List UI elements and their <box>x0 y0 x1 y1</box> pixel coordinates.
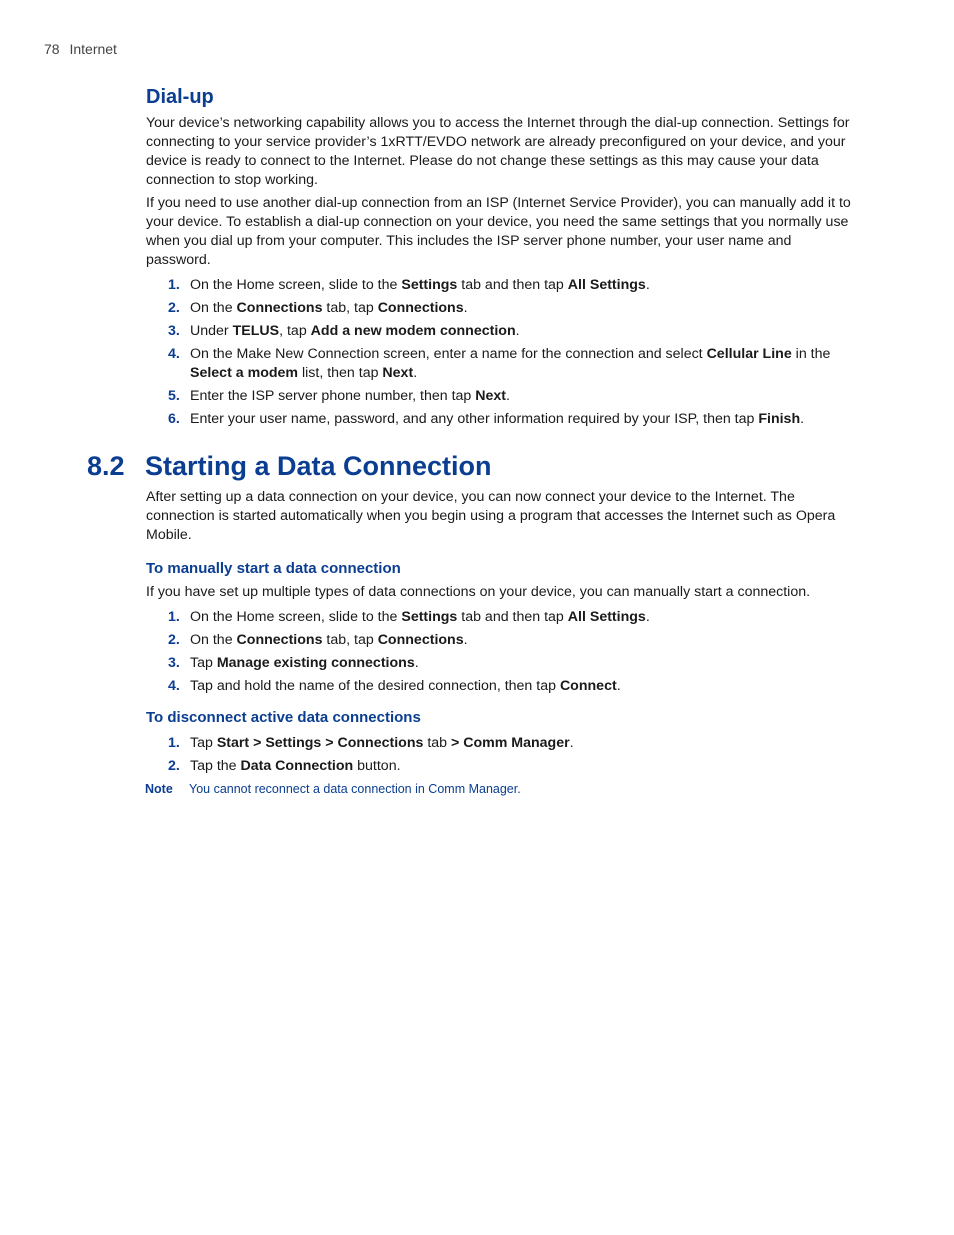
step-text: Enter the ISP server phone number, then tap Next. <box>190 388 510 404</box>
dialup-heading: Dial-up <box>146 86 214 108</box>
data-connection-section <box>146 488 858 798</box>
step-item <box>146 654 858 673</box>
step-number: 4. <box>168 346 180 362</box>
step-text: Tap the Data Connection button. <box>190 758 401 774</box>
step-number: 1. <box>168 735 180 751</box>
section-title-text: Starting a Data Connection <box>145 451 492 481</box>
step-text: Tap Manage existing connections. <box>190 655 419 671</box>
step-number: 1. <box>168 609 180 625</box>
section-number: 8.2 <box>87 451 125 481</box>
note-label: Note <box>145 782 173 796</box>
step-number: 4. <box>168 678 180 694</box>
step-item <box>146 387 858 406</box>
page-header <box>44 41 117 57</box>
dialup-section <box>146 84 858 433</box>
step-item <box>146 299 858 318</box>
chapter-name: Internet <box>69 41 117 57</box>
step-number: 2. <box>168 632 180 648</box>
dialup-paragraph-2: If you need to use another dial-up connection from an ISP (Internet Service Provider), you can manually add it to your device. To establish a dial-up connection on your device, you need the same settings that you normally use when you dial up from your computer. This includes the ISP server phone number, your user name and password. <box>146 195 851 268</box>
page-number: 78 <box>44 41 60 57</box>
step-text: Tap and hold the name of the desired connection, then tap Connect. <box>190 678 621 694</box>
step-text: Under TELUS, tap Add a new modem connection. <box>190 323 520 339</box>
step-number: 2. <box>168 758 180 774</box>
note <box>145 780 858 798</box>
step-text: On the Home screen, slide to the Settings tab and then tap All Settings. <box>190 609 650 625</box>
step-number: 2. <box>168 300 180 316</box>
step-number: 1. <box>168 277 180 293</box>
step-number: 6. <box>168 411 180 427</box>
manual-start-steps <box>146 608 858 696</box>
step-item <box>146 757 858 776</box>
dialup-paragraph-1: Your device’s networking capability allows you to access the Internet through the dial-up connection. Settings for connecting to your service provider’s 1xRTT/EVDO network are already preconfigured on your device, and your device is ready to connect to the Internet. Please do not change these settings as this may cause your data connection to stop working. <box>146 115 850 188</box>
step-item <box>146 322 858 341</box>
disconnect-steps <box>146 734 858 776</box>
disconnect-heading: To disconnect active data connections <box>146 709 421 726</box>
section-intro: After setting up a data connection on your device, you can now connect your device to the Internet. The connection is started automatically when you begin using a program that accesses the Internet such as Opera Mobile. <box>146 489 836 543</box>
step-item <box>146 608 858 627</box>
step-item <box>146 734 858 753</box>
step-text: On the Connections tab, tap Connections. <box>190 632 468 648</box>
manual-start-heading: To manually start a data connection <box>146 560 401 577</box>
step-item <box>146 345 858 383</box>
step-item <box>146 276 858 295</box>
step-text: On the Make New Connection screen, enter a name for the connection and select Cellular Line in the Select a modem list, then tap Next. <box>190 346 831 381</box>
manual-start-intro: If you have set up multiple types of data connections on your device, you can manually start a connection. <box>146 584 811 600</box>
section-title <box>87 448 492 484</box>
step-item <box>146 677 858 696</box>
step-number: 5. <box>168 388 180 404</box>
step-text: Tap Start > Settings > Connections tab > Comm Manager. <box>190 735 574 751</box>
step-text: On the Connections tab, tap Connections. <box>190 300 468 316</box>
dialup-steps <box>146 276 858 429</box>
note-text: You cannot reconnect a data connection in Comm Manager. <box>189 782 521 796</box>
step-text: Enter your user name, password, and any other information required by your ISP, then tap Finish. <box>190 411 805 427</box>
step-number: 3. <box>168 323 180 339</box>
step-text: On the Home screen, slide to the Settings tab and then tap All Settings. <box>190 277 650 293</box>
step-item <box>146 631 858 650</box>
step-item <box>146 410 858 429</box>
step-number: 3. <box>168 655 180 671</box>
